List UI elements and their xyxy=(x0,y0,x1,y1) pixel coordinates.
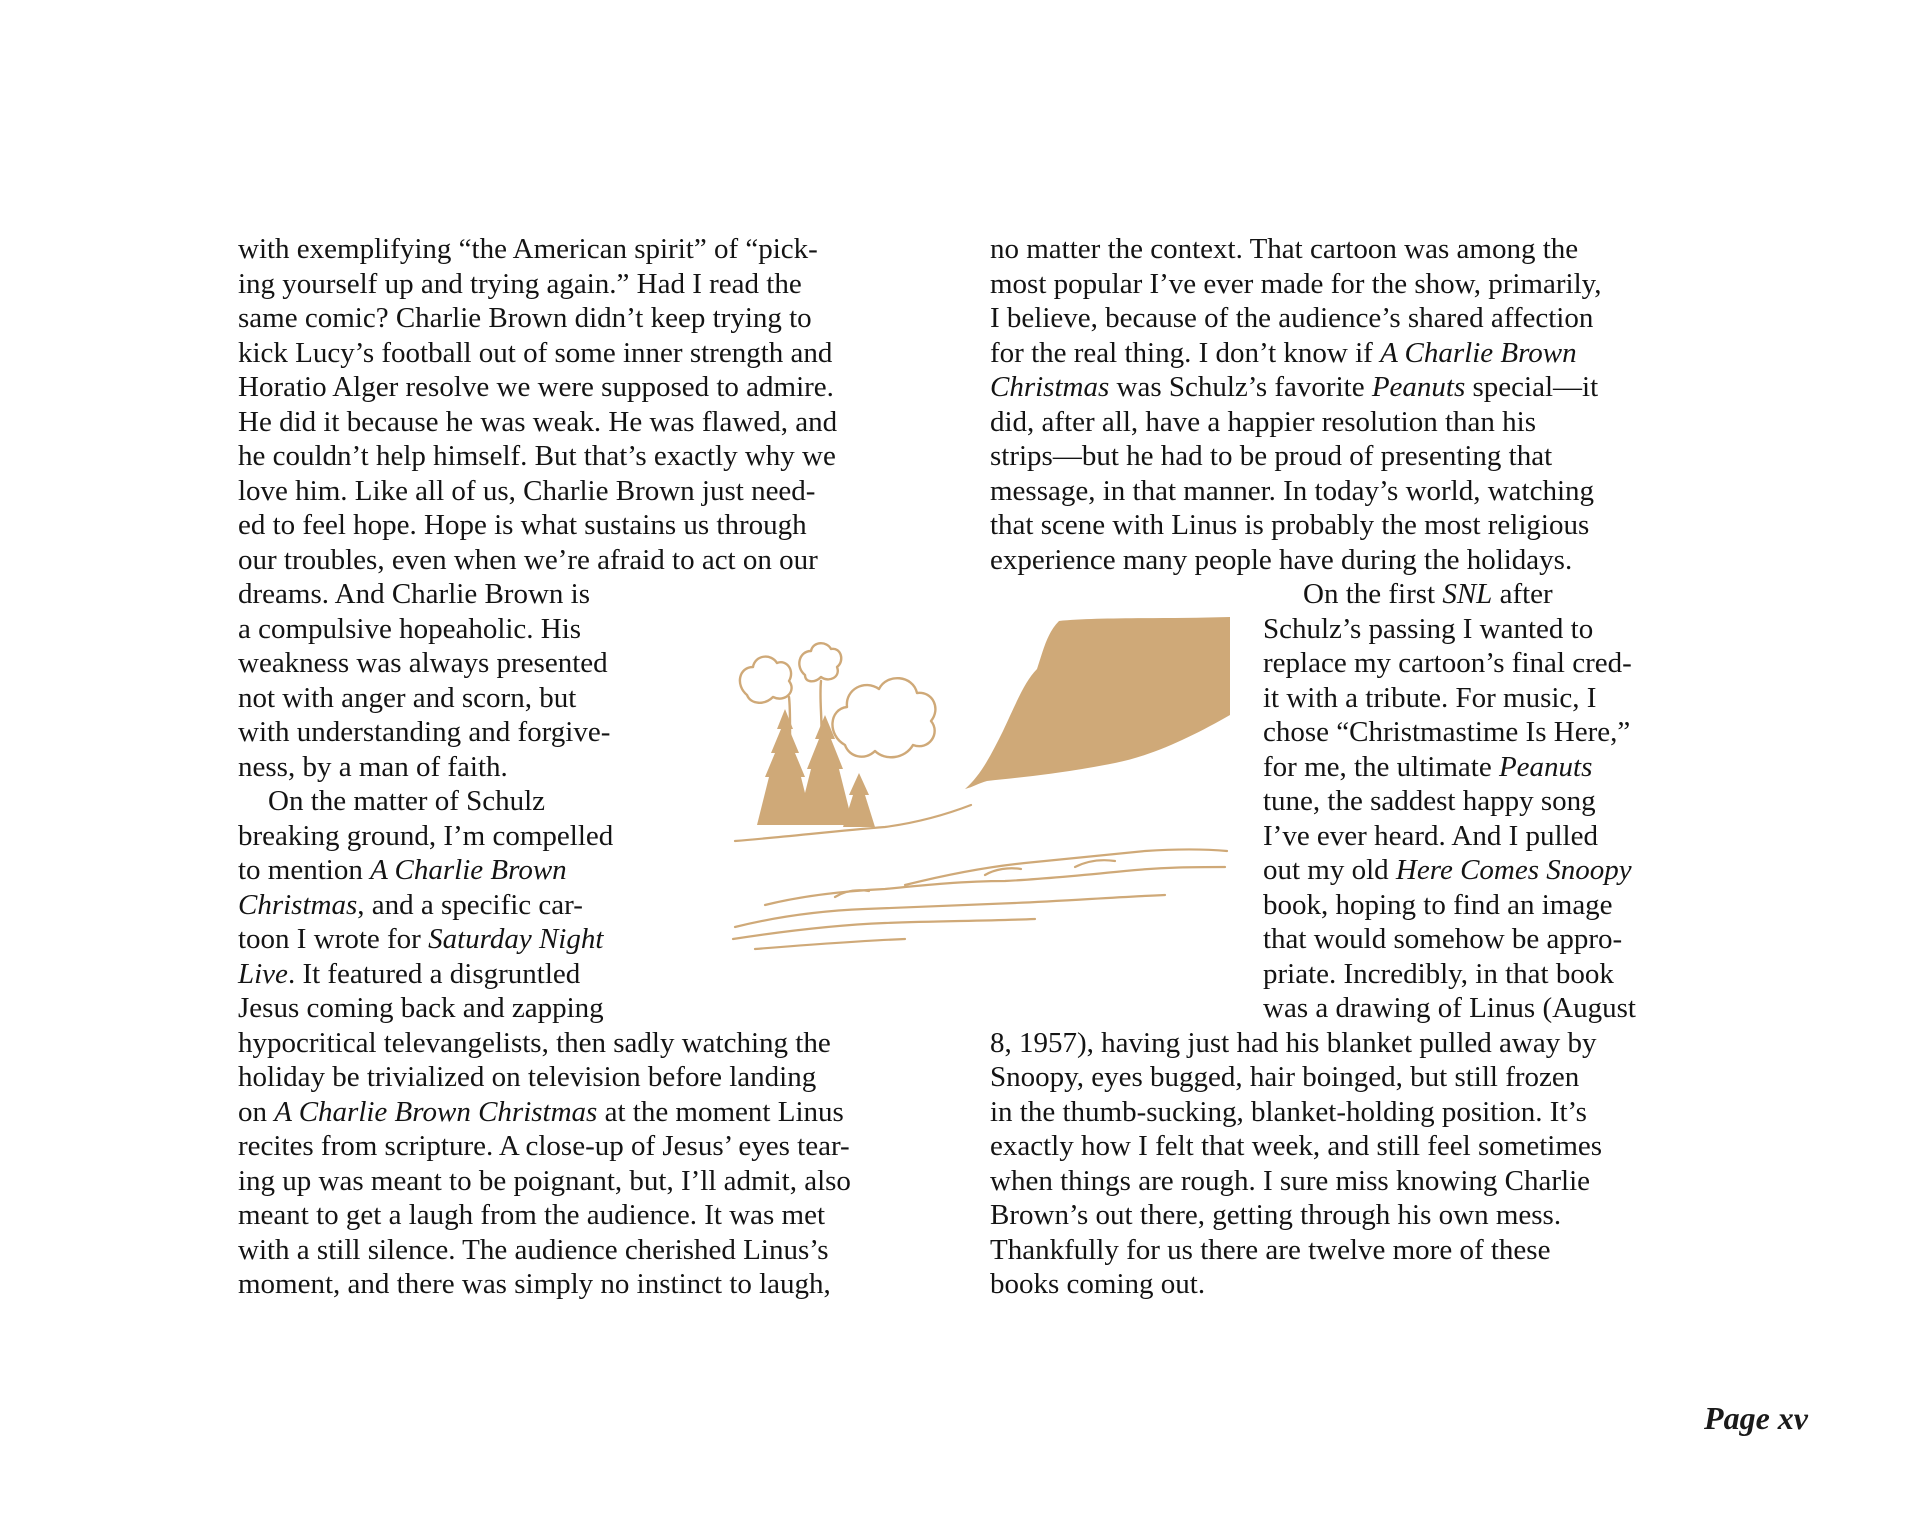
text-segment: , and a specific car- xyxy=(357,888,583,921)
text-line xyxy=(238,267,958,302)
text-segment: Horatio Alger resolve we were supposed to admire. xyxy=(238,371,834,403)
text-line xyxy=(990,439,1710,474)
italic-text: A Charlie Brown xyxy=(1380,336,1577,369)
text-segment: On the first xyxy=(1303,578,1443,610)
text-line xyxy=(990,1198,1710,1233)
text-line xyxy=(990,301,1710,336)
text-segment: I’ve ever heard. And I pulled xyxy=(1263,819,1598,852)
text-line xyxy=(990,1129,1710,1164)
text-line xyxy=(990,543,1710,578)
text-segment: after xyxy=(1492,578,1553,610)
text-segment: in the thumb-sucking, blanket-holding position. It’s xyxy=(990,1095,1587,1128)
italic-text: Peanuts xyxy=(1371,371,1466,403)
text-line xyxy=(990,1164,1710,1199)
pine-trees xyxy=(757,709,875,827)
cloud-small-left xyxy=(740,657,792,703)
page-number: Page xv xyxy=(1704,1400,1808,1436)
text-segment: tune, the saddest happy song xyxy=(1263,785,1596,817)
italic-text: Saturday Night xyxy=(428,923,604,955)
text-segment: experience many people have during the holidays. xyxy=(990,543,1573,576)
text-line xyxy=(238,1129,958,1164)
text-segment: strips—but he had to be proud of presenting that xyxy=(990,440,1553,472)
text-segment: for the real thing. I don’t know if xyxy=(990,336,1381,369)
text-segment: hypocritical televangelists, then sadly watching the xyxy=(238,1026,831,1059)
text-segment: books coming out. xyxy=(990,1268,1206,1300)
text-segment: moment, and there was simply no instinct to laugh, xyxy=(238,1268,831,1300)
text-segment: Snoopy, eyes bugged, hair boinged, but still frozen xyxy=(990,1061,1580,1093)
italic-text: A Charlie Brown Christmas xyxy=(274,1095,598,1128)
text-segment: most popular I’ve ever made for the show, primarily, xyxy=(990,267,1602,300)
winter-landscape-illustration xyxy=(725,605,1230,965)
text-segment: to mention xyxy=(238,854,371,886)
field-line-2 xyxy=(765,867,1225,905)
text-segment: Brown’s out there, getting through his own mess. xyxy=(990,1199,1562,1231)
italic-text: Peanuts xyxy=(1498,750,1593,783)
text-segment: special—it xyxy=(1465,371,1599,403)
text-line xyxy=(238,508,958,543)
text-line xyxy=(238,1060,958,1095)
text-segment: was a drawing of Linus (August xyxy=(1263,992,1636,1024)
italic-text: SNL xyxy=(1442,578,1493,610)
text-segment: priate. Incredibly, in that book xyxy=(1263,957,1614,990)
text-segment: He did it because he was weak. He was flawed, and xyxy=(238,405,838,438)
text-line xyxy=(238,1267,958,1302)
text-segment: he couldn’t help himself. But that’s exactly why we xyxy=(238,440,836,472)
italic-text: Christmas xyxy=(238,888,358,921)
text-line xyxy=(990,474,1710,509)
text-line xyxy=(990,336,1710,371)
text-segment: chose “Christmastime Is Here,” xyxy=(1263,716,1631,748)
text-segment: recites from scripture. A close-up of Jesus’ eyes tear- xyxy=(238,1130,850,1162)
text-line xyxy=(238,1233,958,1268)
text-line xyxy=(238,1026,958,1061)
text-line xyxy=(990,232,1710,267)
text-segment: when things are rough. I sure miss knowing Charlie xyxy=(990,1164,1591,1197)
text-line xyxy=(238,370,958,405)
text-segment: Jesus coming back and zapping xyxy=(238,992,604,1024)
text-segment: with exemplifying “the American spirit” of “pick- xyxy=(238,233,818,265)
text-segment: no matter the context. That cartoon was among the xyxy=(990,233,1579,265)
text-line xyxy=(238,1198,958,1233)
text-line xyxy=(238,232,958,267)
text-line xyxy=(990,508,1710,543)
cloud-large xyxy=(832,678,935,757)
text-segment: weakness was always presented xyxy=(238,647,608,679)
italic-text: Live xyxy=(238,957,288,990)
text-segment: toon I wrote for xyxy=(238,923,429,955)
text-segment: on xyxy=(238,1095,275,1128)
cliff xyxy=(965,617,1230,789)
text-segment: message, in that manner. In today’s world, watching xyxy=(990,474,1595,507)
italic-text: Christmas xyxy=(990,371,1110,403)
field-line-4 xyxy=(733,919,1035,939)
text-segment: at the moment Linus xyxy=(597,1095,844,1128)
text-segment: out my old xyxy=(1263,854,1396,886)
text-segment: I believe, because of the audience’s shared affection xyxy=(990,302,1594,334)
text-segment: Thankfully for us there are twelve more of these xyxy=(990,1233,1551,1266)
text-segment: love him. Like all of us, Charlie Brown just need- xyxy=(238,474,816,507)
text-segment: our troubles, even when we’re afraid to act on our xyxy=(238,543,818,576)
text-segment: kick Lucy’s football out of some inner strength and xyxy=(238,336,833,369)
field-line-5 xyxy=(755,939,905,949)
text-segment: that scene with Linus is probably the most religious xyxy=(990,509,1590,541)
text-line xyxy=(238,336,958,371)
text-segment: ed to feel hope. Hope is what sustains us through xyxy=(238,509,807,541)
text-line xyxy=(990,1233,1710,1268)
text-segment: ing up was meant to be poignant, but, I’ll admit, also xyxy=(238,1164,851,1197)
text-line xyxy=(990,991,1710,1026)
text-line xyxy=(238,474,958,509)
text-segment: On the matter of Schulz xyxy=(268,785,546,817)
text-segment: it with a tribute. For music, I xyxy=(1263,681,1597,714)
text-segment: . It featured a disgruntled xyxy=(287,957,581,990)
text-segment: holiday be trivialized on television before landing xyxy=(238,1061,817,1093)
text-line xyxy=(238,1164,958,1199)
text-segment: same comic? Charlie Brown didn’t keep trying to xyxy=(238,302,812,334)
text-segment: book, hoping to find an image xyxy=(1263,888,1613,921)
text-segment: a compulsive hopeaholic. His xyxy=(238,612,582,645)
text-line xyxy=(238,1095,958,1130)
text-segment: Schulz’s passing I wanted to xyxy=(1263,612,1594,645)
text-segment: was Schulz’s favorite xyxy=(1109,371,1372,403)
text-segment: ness, by a man of faith. xyxy=(238,750,508,783)
text-line xyxy=(990,267,1710,302)
text-line xyxy=(990,370,1710,405)
text-line xyxy=(238,301,958,336)
text-segment: did, after all, have a happier resolution than his xyxy=(990,405,1536,438)
text-segment: not with anger and scorn, but xyxy=(238,681,577,714)
text-segment: breaking ground, I’m compelled xyxy=(238,819,614,852)
text-line xyxy=(990,1095,1710,1130)
text-line xyxy=(238,405,958,440)
text-line xyxy=(990,1060,1710,1095)
text-segment: dreams. And Charlie Brown is xyxy=(238,578,590,610)
text-segment: that would somehow be appro- xyxy=(1263,923,1623,955)
text-line xyxy=(238,991,958,1026)
text-segment: meant to get a laugh from the audience. It was met xyxy=(238,1199,826,1231)
text-segment: for me, the ultimate xyxy=(1263,750,1499,783)
text-line xyxy=(990,1267,1710,1302)
text-line xyxy=(990,405,1710,440)
text-segment: with a still silence. The audience cherished Linus’s xyxy=(238,1233,829,1266)
italic-text: Here Comes Snoopy xyxy=(1395,854,1632,886)
text-segment: exactly how I felt that week, and still feel sometimes xyxy=(990,1130,1603,1162)
text-segment: with understanding and forgive- xyxy=(238,716,611,748)
text-segment: ing yourself up and trying again.” Had I read the xyxy=(238,267,802,300)
text-line xyxy=(238,543,958,578)
text-line xyxy=(990,1026,1710,1061)
cloud-small-middle xyxy=(799,643,841,681)
italic-text: A Charlie Brown xyxy=(370,854,567,886)
text-line xyxy=(238,439,958,474)
text-segment: replace my cartoon’s final cred- xyxy=(1263,647,1632,679)
text-segment: 8, 1957), having just had his blanket pulled away by xyxy=(990,1026,1597,1059)
